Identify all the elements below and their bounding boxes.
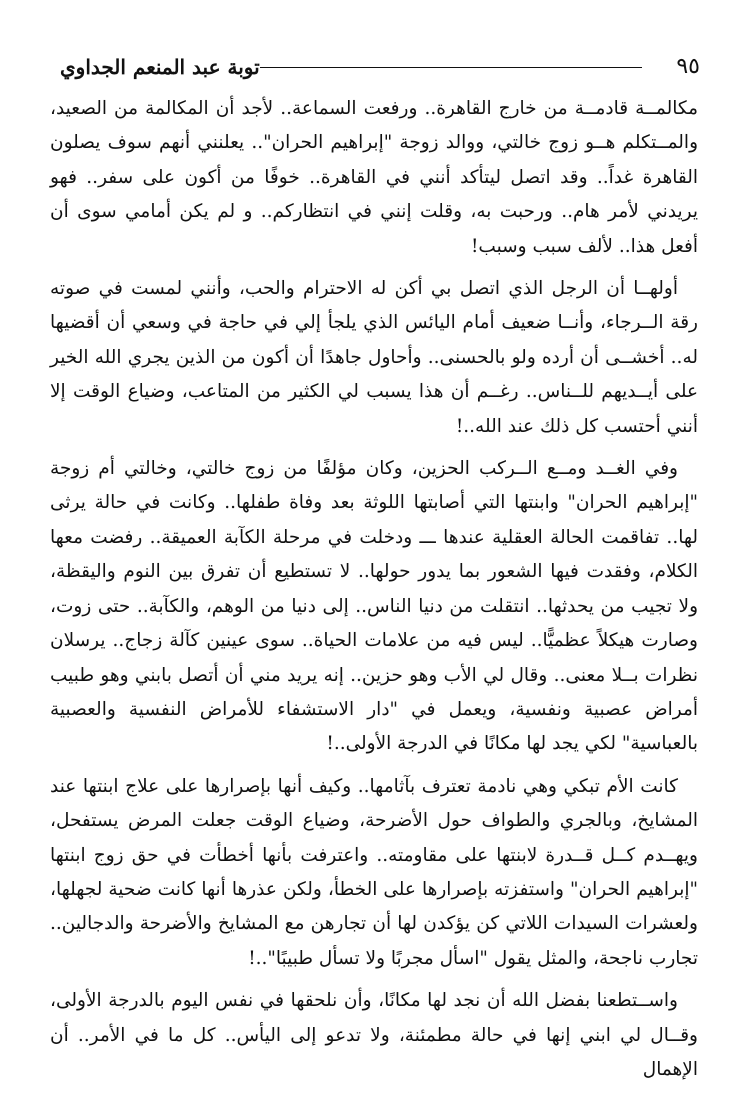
paragraph-1: مكالمــة قادمــة من خارج القاهرة.. ورفعت السماعة.. لأجد أن المكالمة من الصعيد، والمــتكلم هــو زوج خالتي، ووالد زوجة "إبراهيم الحران".. يعلنني أنهم سوف يصلون القاهرة غداً.. وقد اتصل ليتأكد أنني في القاهرة.. خوفًا من أكون على سفر.. فهو يريدني لأمر هام.. ورحبت به، وقلت إنني في انتظاركم.. و لم يكن أمامي سوى أن أفعل هذا.. لألف سبب وسبب! xyxy=(50,98,698,257)
page-number: ٩٥ xyxy=(676,54,700,79)
paragraph-5: واســتطعنا بفضل الله أن نجد لها مكانًا، وأن نلحقها في نفس اليوم بالدرجة الأولى، وقــال لي ابني إنها في حالة مطمئنة، ولا تدعو إلى اليأس.. كل ما في الأمر.. أن الإهمال xyxy=(50,990,698,1080)
paragraph-2: أولهــا أن الرجل الذي اتصل بي أكن له الاحترام والحب، وأنني لمست في صوته رقة الــرجاء، وأنــا ضعيف أمام اليائس الذي يلجأ إلي في حاجة في وسعي أن أقضيها له.. أخشــى أن أرده ولو بالحسنى.. وأحاول جاهدًا أن أكون من الذين يجري الله الخير على أيــديهم للــناس.. رغــم أن هذا يسبب لي الكثير من المتاعب، وضياع الوقت إلا أنني أحتسب كل ذلك عند الله..! xyxy=(50,278,698,437)
page-header xyxy=(60,52,700,82)
body-text xyxy=(50,92,698,1095)
paragraph-3: وفي الغــد ومــع الــركب الحزين، وكان مؤلفًا من زوج خالتي، وخالتي أم زوجة "إبراهيم الحران" وابنتها التي أصابتها اللوثة بعد وفاة طفلها.. وكانت في حالة يرثى لها.. تفاقمت الحالة العقلية عندها ـــ ودخلت في مرحلة الكآبة العميقة.. رفضت معها الكلام، وفقدت فيها الشعور بما يدور حولها.. لا تستطيع أن تفرق بين النوم واليقظة، ولا تجيب من يحدثها.. انتقلت من دنيا الناس.. إلى دنيا من الوهم، والكآبة.. حتى زوت، وصارت هيكلاً عظميًّا.. ليس فيه من علامات الحياة.. سوى عينين كآلة زجاج.. يرسلان نظرات بــلا معنى.. وقال لي الأب وهو حزين.. إنه يريد مني أن أتصل بابني وهو طبيب أمراض عصبية ونفسية، ويعمل في "دار الاستشفاء للأمراض النفسية والعصبية بالعباسية" لكي يجد لها مكانًا في الدرجة الأولى..! xyxy=(50,458,698,755)
header-rule xyxy=(260,67,642,68)
running-title: توبة عبد المنعم الجداوي xyxy=(60,55,260,79)
paragraph-4: كانت الأم تبكي وهي نادمة تعترف بآثامها.. وكيف أنها بإصرارها على علاج ابنتها عند المشايخ، وبالجري والطواف حول الأضرحة، وضياع الوقت جعلت المرض يستفحل، ويهــدم كــل قــدرة لابنتها على مقاومته.. واعترفت بأنها أخطأت في حق زوج ابنتها "إبراهيم الحران" واستفزته بإصرارها على الخطأ، ولكن عذرها أنها كانت ضحية لجهلها، ولعشرات السيدات اللاتي كن يؤكدن لها أن تجارهن مع المشايخ والأضرحة والدجالين.. تجارب ناجحة، والمثل يقول "اسأل مجربًا ولا تسأل طبيبًا"..! xyxy=(50,775,698,969)
